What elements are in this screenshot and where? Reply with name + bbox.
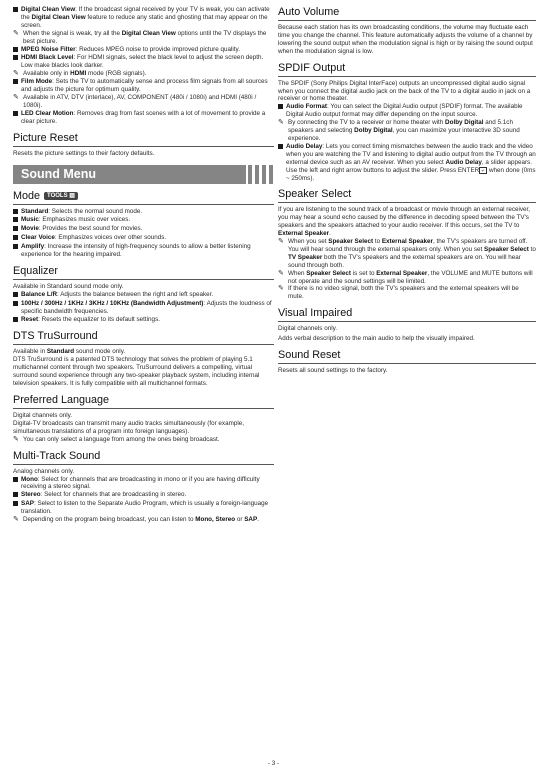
item-text [21,316,274,325]
text-run: , you can maximize your interactive 3D sound experience. [288,127,520,142]
sound-menu-banner [13,165,274,184]
visual-impaired-intro: Digital channels only. [278,325,338,333]
left-column [13,6,274,524]
note-pencil-icon: ✎ [278,285,284,293]
bold-term: 100Hz / 300Hz / 1KHz / 3KHz / 10KHz (Bandwidth Adjustment) [21,299,204,307]
item-text [23,94,274,110]
bullet-item [13,110,274,126]
text-run: : If the broadcast signal received by your TV is weak, you can activate the [21,6,270,21]
square-bullet-icon [13,291,21,300]
enter-key-icon: ↵ [479,167,487,174]
bold-term: Reset [21,315,39,323]
item-text [288,119,536,143]
note-pencil-icon: ✎ [13,70,19,78]
bold-term: Dolby Digital [354,127,393,135]
preferred-language-notes [13,436,274,444]
dts-heading: DTS TruSurround [13,330,274,345]
bold-term: SAP [244,516,258,524]
bold-term: Movie [21,225,39,233]
item-text [21,243,274,259]
text-run: If there is no video signal, both the TV's speakers and the external speakers will be mute. [288,285,519,301]
text-run: options until the TV displays the best picture. [23,29,267,45]
bullet-item [13,208,274,217]
text-run: : Resets the equalizer to its default settings. [38,315,160,323]
bold-term: Standard [46,348,75,356]
text-run: : For HDMI signals, select the black level to adjust the screen depth. Low make blacks look darker. [21,54,264,70]
bold-term: Clear Voice [21,234,55,242]
bullet-item [13,291,274,300]
sound-menu-title: Sound Menu [21,166,96,181]
bullet-item [13,6,274,30]
item-text [21,208,274,217]
bold-term: SAP [21,500,34,508]
preferred-language-intro: Digital channels only. [13,412,73,419]
item-text [21,110,274,126]
visual-impaired-text: Adds verbal description to the main audio to help the visually impaired. [278,335,475,343]
note-item [278,270,536,286]
item-text [21,78,274,94]
note-item [13,94,274,110]
text-run: By connecting the TV to a receiver or home theater with [288,119,446,127]
note-item [13,436,274,444]
item-text [21,216,274,225]
note-pencil-icon: ✎ [278,238,284,246]
item-text [21,500,274,516]
text-run: Available in [13,348,47,356]
text-run: When [288,269,307,277]
sound-reset-heading: Sound Reset [278,349,536,364]
bullet-item [13,54,274,70]
text-run: Available only in [23,70,71,78]
text-run: or [235,516,245,524]
bold-term: Dolby Digital [445,119,484,127]
preferred-language-heading: Preferred Language [13,394,274,409]
dts-text: DTS TruSurround is a patented DTS technology that solves the problem of playing 5.1 multichannel content through two speakers. TruSurround delivers a compelling, virtual surround sound experience through any two-speaker playback system, including internal television speakers. It is fully compatible with all multichannel formats. [13,356,260,388]
item-text [21,476,274,492]
bold-term: Speaker Select [484,245,529,253]
square-bullet-icon [13,110,21,126]
square-bullet-icon [278,103,286,119]
note-item [13,70,274,78]
picture-reset-text: Resets the picture settings to their factory defaults. [13,149,155,157]
item-text [23,70,274,78]
bold-term: Speaker Select [306,269,352,277]
bullet-item [13,300,274,316]
bold-term: Mono, Stereo [195,516,236,524]
bold-term: Stereo [21,491,41,499]
bold-term: Digital Clean View [31,13,86,21]
square-bullet-icon [13,225,21,234]
square-bullet-icon [13,234,21,243]
equalizer-heading: Equalizer [13,265,274,280]
bullet-item [13,78,274,94]
note-item [13,516,274,524]
text-run: Available in ATV, DTV (interlace), AV, COMPONENT (480i / 1080i) and HDMI (480i / 1080i). [23,93,257,109]
bullet-item [278,103,536,119]
bold-term: Audio Delay [445,158,482,166]
note-pencil-icon: ✎ [13,93,19,101]
note-item [278,238,536,270]
text-run: You can only select a language from among the ones being broadcast. [23,435,220,443]
bullet-item [13,476,274,492]
text-run: to [373,238,382,246]
note-pencil-icon: ✎ [13,516,19,524]
text-run: If you are listening to the sound track of a broadcast or movie through an external receiver, you may hear a sound echo caused by the difference in decoding speed between the TV's speakers and the speakers attached to your audio receiver. If this occurs, set the TV to [278,206,531,230]
bold-term: Audio Delay [286,142,323,150]
text-run: : Increase the intensity of high-frequency sounds to allow a better listening experience for the hearing impaired. [21,243,251,259]
text-run: : Adjusts the balance between the right and left speaker. [57,290,214,298]
bold-term: Standard [21,207,49,215]
visual-impaired-heading: Visual Impaired [278,307,536,322]
item-text [21,300,274,316]
text-run: : Select for channels that are broadcasting in stereo. [40,491,187,499]
page-number: - 3 - [267,760,280,767]
item-text [288,238,536,270]
square-bullet-icon [13,46,21,55]
text-run: . [329,230,331,238]
text-run: both the TV's speakers and the external speakers are on. You will hear sound through both. [288,253,521,269]
bold-term: TV Speaker [288,253,323,261]
text-run: and 5.1ch speakers and selecting [288,119,513,135]
text-run: : Sets the TV to automatically sense and process film signals from all sources and adjusts the picture for optimum quality. [21,78,268,94]
text-run: : Emphasizes voices over other sounds. [54,234,167,242]
bold-term: Balance L/R [21,290,58,298]
item-text [21,54,274,70]
bullet-item [13,46,274,55]
bold-term: HDMI [70,70,87,78]
text-run: : Reduces MPEG noise to provide improved picture quality. [75,45,240,53]
equalizer-intro: Available in Standard sound mode only. [13,282,124,290]
text-run: : Emphasizes music over voices. [38,216,131,224]
square-bullet-icon [13,6,21,30]
bold-term: External Speaker [381,238,433,246]
bold-term: Amplify [21,243,45,251]
bullet-item [13,216,274,225]
text-run: When the signal is weak, try all the [23,29,122,37]
spdif-heading: SPDIF Output [278,62,536,77]
text-run: : Select to listen to the Separate Audio Program, which is usually a foreign-language translation. [21,500,269,516]
speaker-select-text [278,206,536,238]
speaker-select-heading: Speaker Select [278,188,536,203]
square-bullet-icon [13,300,21,316]
bold-term: Digital Clean View [21,6,76,13]
bold-term: Digital Clean View [121,29,176,37]
square-bullet-icon [13,476,21,492]
bold-term: Music [21,216,39,224]
item-text [21,234,274,243]
bullet-item [278,143,536,183]
square-bullet-icon [13,208,21,217]
text-run: : Provides the best sound for movies. [38,225,143,233]
tools-badge [44,192,78,200]
auto-volume-heading: Auto Volume [278,6,536,21]
bold-term: Film Mode [21,78,53,86]
item-text [21,491,274,500]
item-text [23,436,274,444]
item-text [288,285,536,301]
multi-track-items-list [13,476,274,524]
bold-term: HDMI Black Level [21,54,74,62]
mode-items-list [13,208,274,259]
text-run: sound mode only. [74,348,126,356]
note-item [278,119,536,143]
text-run: feature to reduce any static and ghosting that may appear on the screen. [21,13,268,29]
text-run: when done (0ms ~ 250ms). [286,166,536,182]
mode-heading-text: Mode [13,189,41,202]
text-run: to [528,245,536,253]
text-run: is set to [351,269,377,277]
square-bullet-icon [13,78,21,94]
text-run: Depending on the program being broadcast, you can listen to [23,516,196,524]
bullet-item [13,225,274,234]
multi-track-intro: Analog channels only. [13,467,75,475]
bullet-item [13,243,274,259]
item-text [286,103,536,119]
text-run: : Select for channels that are broadcasting in mono or if you are having difficulty receiving a stereo signal. [21,475,260,491]
square-bullet-icon [13,500,21,516]
text-run: When you set [288,238,329,246]
equalizer-items-list [13,291,274,325]
bullet-item [13,500,274,516]
spdif-text: The SPDIF (Sony Philips Digital InterFace) outputs an uncompressed digital audio signal when you connect the digital audio jack on the back of the TV to a digital audio in jack on a receiver or home theater. [278,79,531,103]
bold-term: MPEG Noise Filter [21,45,76,53]
bold-term: Speaker Select [328,238,374,246]
bold-term: Mono [21,475,38,483]
auto-volume-text: Because each station has its own broadcasting conditions, the volume may fluctuate each time you change the channel. This feature automatically adjusts the volume of a channel by lowering the sound output when the modulation signal is high or by raising the sound output when the modulation signal is low. [278,24,533,55]
bullet-item [13,316,274,325]
tools-badge-label: TOOLS [47,192,68,199]
text-run: , a slider appears. Use the left and right arrow buttons to adjust the slider. Press ENTER [286,158,532,174]
square-bullet-icon [13,216,21,225]
dts-intro [13,348,274,356]
text-run: : You can select the Digital Audio output (SPDIF) format. The available Digital Audio output format may differ depending on the input source. [286,103,523,119]
tools-icon: ▤ [69,192,75,199]
speaker-select-notes [278,238,536,301]
note-pencil-icon: ✎ [13,435,19,443]
note-pencil-icon: ✎ [278,269,284,277]
text-run: : Removes drag from fast scenes with a lot of movement to provide a clear picture. [21,109,266,125]
bold-term: External Speaker [376,269,428,277]
item-text [23,516,274,524]
note-item [278,285,536,301]
multi-track-heading: Multi-Track Sound [13,450,274,465]
right-column [278,6,536,375]
item-text [286,143,536,183]
text-run: , the TV's speakers are turned off. You will hear sound through the external speakers only. When you set [288,238,528,253]
item-text [23,30,274,46]
square-bullet-icon [13,491,21,500]
bullet-item [13,491,274,500]
item-text [21,6,274,30]
bold-term: External Speaker [278,230,330,238]
text-run: : Lets you correct timing mismatches between the audio track and the video when you are watching the TV and listening to digital audio output from the TV through an external device such as an AV receiver. When you select [286,142,536,166]
text-run: : Adjusts the loudness of specific bandwidth frequencies. [21,299,272,315]
bold-term: LED Clear Motion [21,109,74,117]
item-text [21,291,274,300]
picture-items-list [13,6,274,126]
text-run: . [257,516,259,524]
text-run: , the VOLUME and MUTE buttons will not operate and the sound settings will be limited. [288,269,533,285]
bold-term: Audio Format [286,103,327,111]
mode-heading [13,190,274,205]
square-bullet-icon [13,243,21,259]
spdif-items-list [278,103,536,182]
note-pencil-icon: ✎ [278,119,284,127]
square-bullet-icon [278,143,286,183]
square-bullet-icon [13,54,21,70]
square-bullet-icon [13,316,21,325]
item-text [21,225,274,234]
sound-reset-text: Resets all sound settings to the factory. [278,367,388,375]
preferred-language-text: Digital-TV broadcasts can transmit many audio tracks simultaneously (for example, simultaneous translations of a program into foreign languages). [13,419,244,435]
text-run: : Selects the normal sound mode. [48,207,143,215]
note-item [13,30,274,46]
picture-reset-heading: Picture Reset [13,132,274,147]
item-text [21,46,274,55]
bullet-item [13,234,274,243]
text-run: mode (RGB signals). [86,70,147,78]
item-text [288,270,536,286]
banner-stripes-decoration [246,165,274,184]
note-pencil-icon: ✎ [13,29,19,37]
